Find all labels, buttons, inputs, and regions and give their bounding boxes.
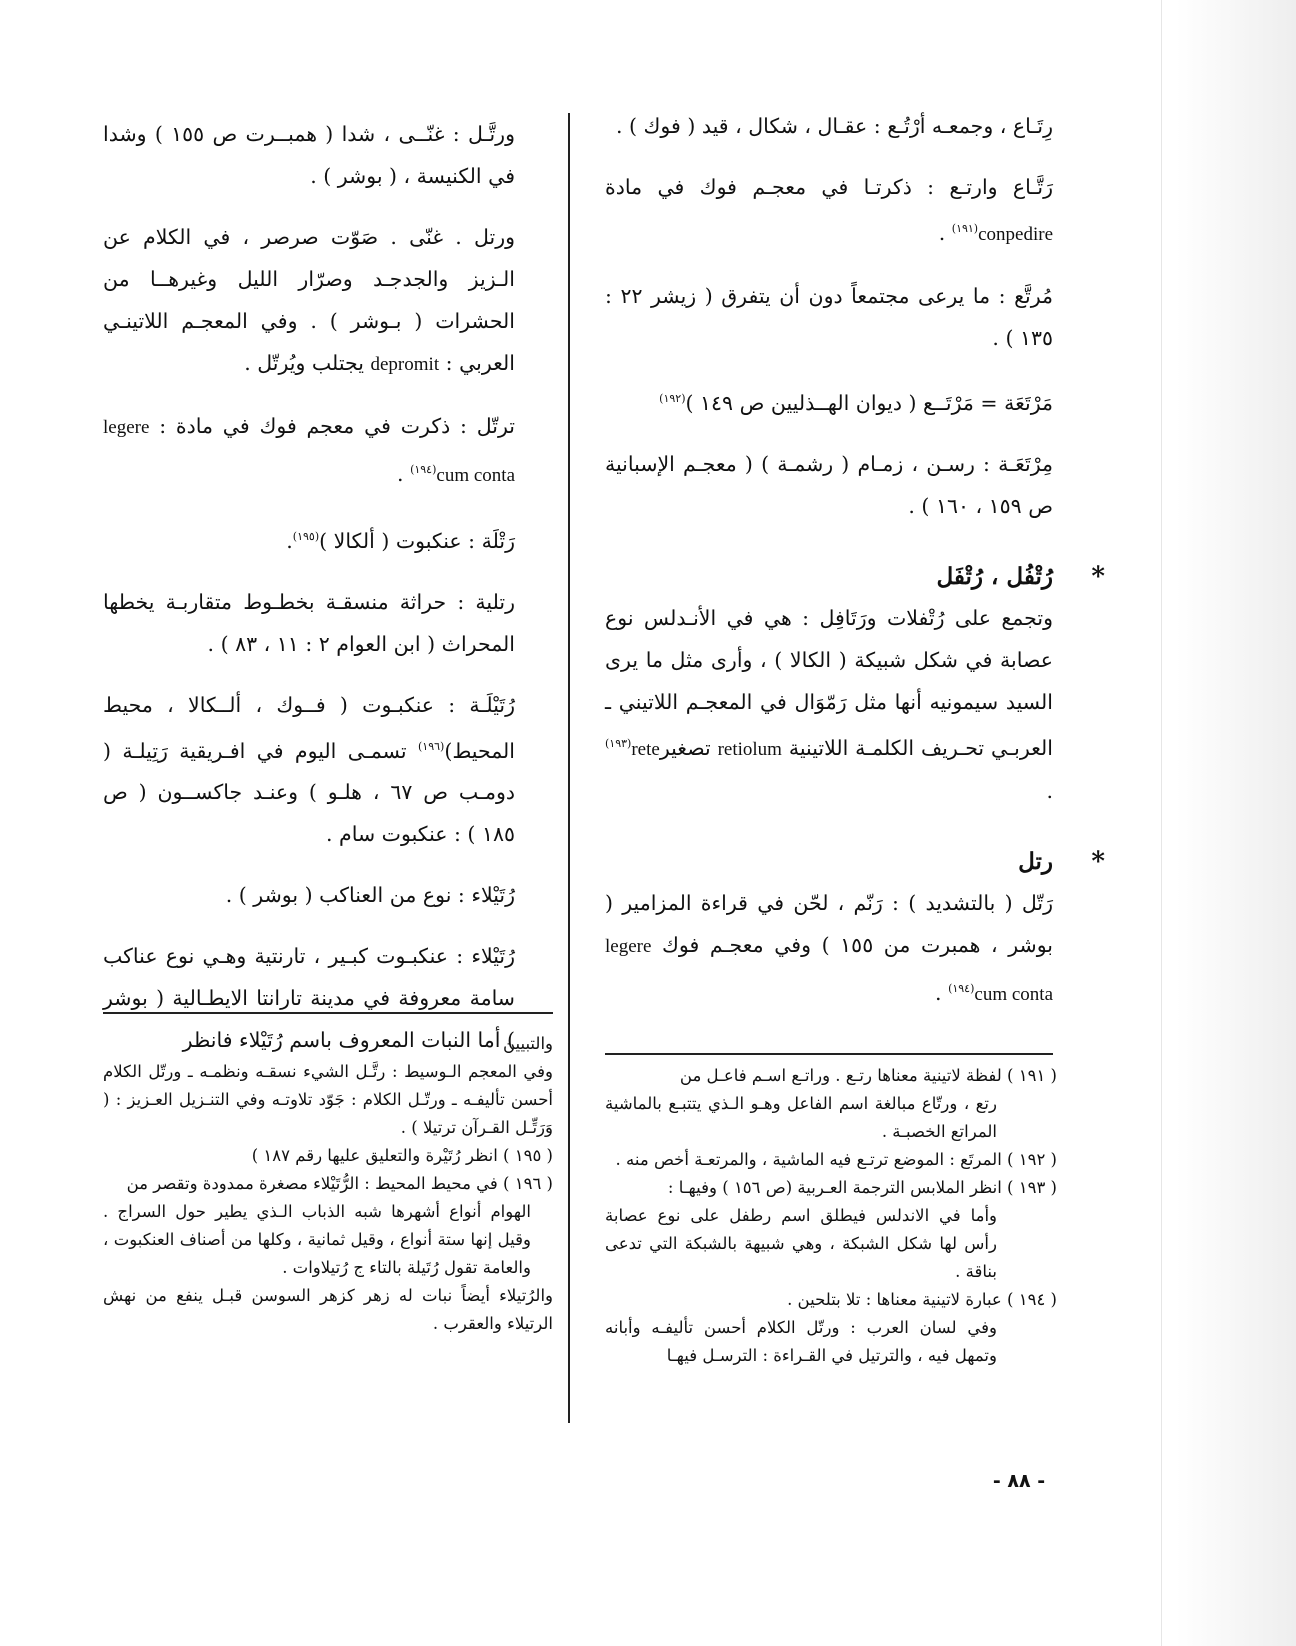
footnote-196: ( ١٩٦ ) في محيط المحيط : الرُّتَيْلاء مصغرة ممدودة وتقصر من: [126, 1174, 553, 1193]
footnotes-right: [605, 1062, 1057, 1370]
entry-text: رُتَيْلاء : عنكبـوت كبـير ، تارنتية وهـي نوع عناكب سامة معروفة في مدينة تارانتا الايطـالية ( بوشر ) أما النبات المعروف باسم رُتَيْلاء فانظر: [103, 944, 515, 1053]
entry-text: وتجمع على رُتْفلات ورَتَافِل : هي في الأنـدلس نوع عصابة في شكل شبيكة ( الكالا ) ، وأرى مثل ما يرى السيد سيمونيه أنها مثل رَمّوَال في المعجـم اللاتيني ـ العربـي تحـريف الكلمـة اللاتينية: [605, 605, 1053, 760]
entry-text: ورتَّـل : غنّــى ، شدا ( همبــرت ص ١٥٥ ) وشدا في الكنيسة ، ( بوشر ) .: [103, 122, 515, 188]
footnote-line: والرُتيلاء أيضاً نبات له زهر كزهر السوسن قبـل ينفع من نهش الرتيلاء والعقرب .: [103, 1286, 553, 1333]
footnote-line: وفي لسان العرب : ورتّل الكلام أحسن تأليفـه وأبانه وتمهل فيه ، والترتيل في القـراءة : الترسـل فيهـا: [605, 1318, 997, 1365]
entry-text: رَتَّـاع وارتـع : ذكرتـا في معجـم فوك في مادة: [605, 175, 1053, 199]
column-divider: [568, 113, 570, 1423]
entry-text: يجتلب ويُرتّل .: [244, 351, 364, 375]
footnote-rule-left: [103, 1012, 553, 1014]
entry-rutaylaa-1: [103, 874, 515, 916]
entry-rattaa: رَتَّـاع وارتـع : ذكرتـا في معجـم فوك في مادة conpedire$^{(١٩١)}$ .: [605, 175, 1053, 245]
entry-text: تصغير: [659, 735, 711, 760]
star-marker: *: [1091, 847, 1105, 878]
footnote-rule-right: [605, 1053, 1053, 1055]
footnote-line: وأما في الاندلس فيطلق اسم رطفل على نوع عصابة رأس لها شكل الشبكة ، وهي شبيهة بالشبكة التي تدعى بناقة .: [605, 1206, 997, 1281]
entry-warattal-sawwat: [103, 216, 515, 386]
footnote-191: ( ١٩١ ) لفظة لاتينية معناها رتـع . وراتـع اسـم فاعـل من: [679, 1066, 1057, 1085]
footnote-ref-195: (١٩٥): [292, 529, 320, 543]
star-marker: *: [1091, 561, 1105, 592]
headword-ratal: [605, 842, 1105, 882]
entry-text: رَتْلَة : عنكبوت ( ألكالا ): [319, 528, 515, 553]
latin-term: depromit: [370, 354, 440, 375]
entry-text: تسمـى اليوم في افـريقية رَتِيلـة ( دومـب ص ٦٧ ، هلـو ) وعنـد جاكســون ( ص ١٨٥ ) : عنكبوت سام .: [103, 738, 515, 847]
entry-ritaa: [605, 105, 1053, 147]
entry-murattaa: [605, 275, 1053, 359]
headword-text: رُتْفُل ، رُتْفَل: [936, 562, 1053, 590]
entry-text: رُتَيْلَـة : عنكبـوت ( فــوك ، ألــكالا ، محيط المحيط): [103, 692, 515, 763]
entry-tarattal: ترتّل : ذكرت في معجم فوك في مادة : legere cum conta$^{(١٩٤)}$ .: [103, 414, 515, 486]
entry-text: مِرْتَعَـة : رسـن ، زمـام ( رشمـة ) ( معجـم الإسبانية ص ١٥٩ ، ١٦٠ ) .: [605, 451, 1053, 518]
entry-rutayla: [103, 684, 515, 856]
footnote-ref-196: (١٩٦): [418, 739, 445, 753]
footnote-ref-194: (١٩٤): [948, 982, 975, 996]
latin-term: cum conta: [436, 464, 515, 486]
footnote-ref-192: (١٩٢): [659, 391, 686, 405]
latin-term: legere: [103, 417, 150, 438]
entry-mirtaa: [605, 443, 1053, 527]
entry-ratliyya: [103, 581, 515, 665]
entry-text: رِتَـاع ، وجمعـه أرْتُـع : عقـال ، شكال ، قيد ( فوك ) .: [615, 114, 1053, 138]
footnote-195: ( ١٩٥ ) انظر رُتَيْرة والتعليق عليها رقم ١٨٧ ): [251, 1146, 553, 1165]
footnote-ref-193: (١٩٣): [605, 736, 632, 750]
entry-rattal: رَتّل ( بالتشديد ) : رَنّم ، لحّن في قراءة المزامير ( بوشر ، همبرت من ١٥٥ ) وفي معجـم فوك legere cum conta$^{(١٩٤)}$ .: [605, 891, 1053, 1006]
footnote-line: رتع ، ورتّاع مبالغة اسم الفاعل وهـو الـذي يتتبـع بالماشية المراتع الخصبـة .: [605, 1094, 997, 1141]
footnote-line: والتبيين: [502, 1034, 553, 1053]
entry-text: رتلية : حراثة منسقـة بخطـوط متقاربـة يخطها المحراث ( ابن العوام ٢ : ١١ ، ٨٣ ) .: [103, 589, 515, 656]
footnote-line: وفي المعجم الـوسيط : رتَّـل الشيء نسقـه ونظمـه ـ ورتّل الكلام أحسن تأليفـه ـ ورتّـل الكلام : جَوّد تلاوتـه وفي التنـزيل العـزيز : ( وَرَتِّـل القـرآن ترتيلا ) .: [103, 1062, 553, 1137]
latin-term: rete: [631, 738, 660, 760]
entry-text: ورتل . غنّى . صَوّت صرصر ، في الكلام عن الـزيز والجدجـد وصرّار الليل وغيرهــا من الحشرات ( بـوشر ) . وفي المعجـم اللاتينـي العربي :: [103, 225, 515, 375]
page-edge-line: [1161, 0, 1162, 1646]
page-number: - ٨٨ -: [992, 1470, 1046, 1492]
entry-martaa: [605, 378, 1053, 424]
latin-term: legere cum conta: [605, 936, 1053, 1006]
entry-text: رُتَيْلاء : نوع من العناكب ( بوشر ) .: [225, 883, 515, 908]
footnote-192: ( ١٩٢ ) المرتَع : الموضع ترتـع فيه الماشية ، والمرتعـة أخص منه .: [615, 1150, 1057, 1169]
entry-text: مَرْتَعَة = مَرْتَــع ( ديوان الهــذليين ص ١٤٩ ): [685, 390, 1053, 415]
right-column: [605, 105, 1105, 1035]
footnote-ref-194: (١٩٤): [410, 463, 437, 476]
left-column: [103, 113, 515, 1080]
footnote-line: الهوام أنواع أشهرها شبه الذباب الـذي يطير حول السراج . وقيل إنها ستة أنواع ، وقيل ثمانية ، وكلها من أصناف العنكبوت ، والعامة تقول رُتَيلة بالتاء ج رُتيلاوات .: [103, 1202, 531, 1277]
page-edge-shadow: [1176, 0, 1296, 1646]
headword-text: رتل: [1018, 848, 1053, 876]
footnote-194: ( ١٩٤ ) عبارة لاتينية معناها : تلا بتلحين .: [787, 1290, 1057, 1309]
entry-text: مُرتَّع : ما يرعى مجتمعاً دون أن يتفرق ( زيشر ٢٢ : ١٣٥ ) .: [605, 283, 1053, 350]
footnote-ref-191: (١٩١): [951, 222, 979, 235]
latin-term: conpedire: [978, 223, 1053, 245]
headword-rutful: [605, 557, 1105, 597]
footnote-193: ( ١٩٣ ) انظر الملابس الترجمة العـربية (ص ١٥٦ ) وفيهـا :: [667, 1178, 1057, 1197]
footnotes-left: [103, 1030, 553, 1338]
entry-ratla: رَتْلَة : عنكبوت ( ألكالا )$^{(١٩٥)}$.: [286, 528, 515, 553]
latin-term: retiolum: [717, 738, 782, 760]
entry-rutful: وتجمع على رُتْفلات ورَتَافِل : هي في الأنـدلس نوع عصابة في شكل شبيكة ( الكالا ) ، وأرى مثل ما يرى السيد سيمونيه أنها مثل رَمّوَال في المعجـم اللاتيني ـ العربـي تحـريف الكلمـة اللاتينية retiolum تصغيرrete$^{(١٩٣)}$ .: [605, 605, 1053, 804]
entry-warattal-ghanna: [103, 113, 515, 197]
entry-text: رَتّل ( بالتشديد ) : رَنّم ، لحّن في قراءة المزامير ( بوشر ، همبرت من ١٥٥ ) وفي معجـم فوك: [605, 891, 1053, 958]
entry-text: ترتّل : ذكرت في معجم فوك في مادة :: [159, 414, 515, 438]
